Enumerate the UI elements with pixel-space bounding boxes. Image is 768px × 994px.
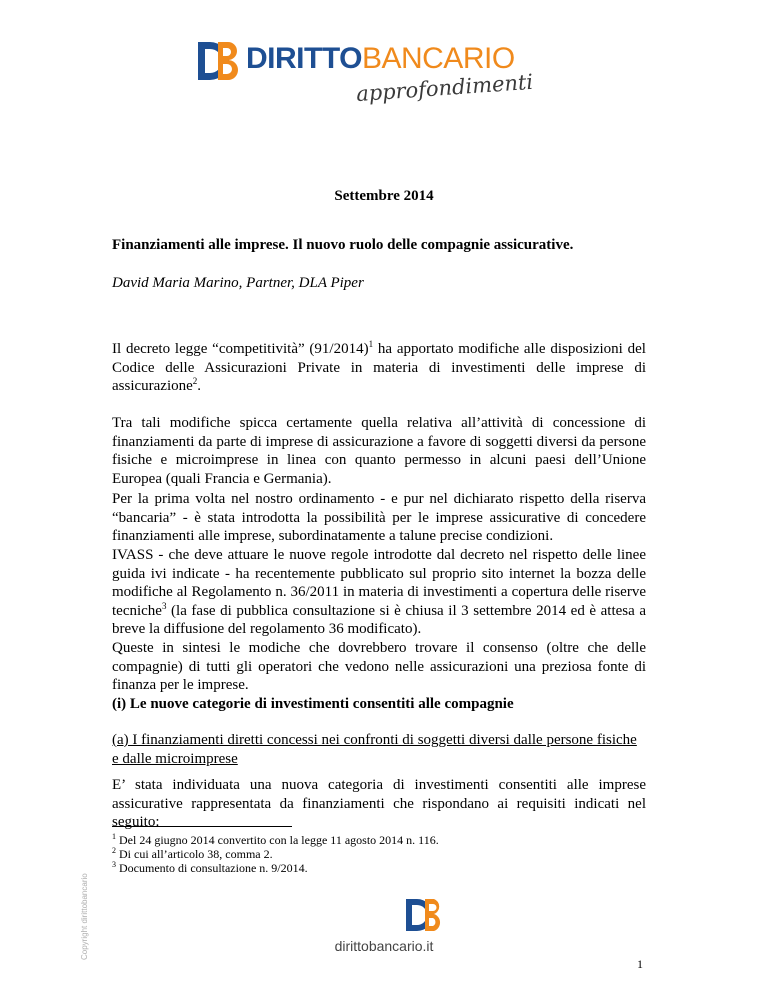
paragraph-2: Tra tali modifiche spicca certamente quella relativa all’attività di concessione di finanziamenti da parte di imprese di assicurazione a favore di soggetti diversi da persone fisiche e microimprese in linea con quanto permesso in alcuni paesi dell’Unione Europea (quali Francia e Germania). [112, 415, 646, 487]
section-heading: (i) Le nuove categorie di investimenti consentiti alle compagnie [112, 696, 514, 712]
brand-bold: DIRITTO [246, 42, 362, 75]
paragraph-4: IVASS - che deve attuare le nuove regole introdotte dal decreto nel rispetto delle linee guida ivi indicate - ha recentemente pubblicato sul proprio sito internet la bozza delle modifiche al Regolamento n. 36/2011 in materia di investimenti a copertura delle riserve tecniche$^3$ (la fase di pubblica consultazione si è chiusa il 3 settembre 2014 ed è attesa a breve la diffusione del regolamento 36 modificato). [112, 547, 646, 637]
brand-subtitle: approfondimenti [355, 69, 534, 107]
brand-name [246, 44, 515, 74]
paragraph-5: Queste in sintesi le modiche che dovrebbero trovare il consenso (oltre che delle compagnie) di tutti gli operatori che vedono nelle assicurazioni una preziosa fonte di finanza per le imprese. [112, 640, 646, 693]
document-author: David Maria Marino, Partner, DLA Piper [112, 275, 364, 291]
paragraph-3: Per la prima volta nel nostro ordinamento - e pur nel dichiarato rispetto della riserva “bancaria” - è stata introdotta la possibilità per le imprese assicurative di concedere finanziamenti alle imprese, subordinatamente a talune precise condizioni. [112, 491, 646, 544]
document-date: Settembre 2014 [334, 188, 434, 204]
footer-logo-icon [405, 896, 447, 934]
copyright-watermark: Copyright dirittobancario [80, 873, 89, 960]
db-logo-icon [196, 38, 242, 84]
document-title: Finanziamenti alle imprese. Il nuovo ruolo delle compagnie assicurative. [112, 237, 574, 253]
footnote-divider [112, 826, 292, 827]
footnote-3: $^3$ Documento di consultazione n. 9/2014. [112, 860, 308, 875]
page-number: 1 [637, 957, 643, 971]
footer-url: dirittobancario.it [334, 938, 434, 954]
brand-light: BANCARIO [361, 42, 515, 75]
subsection-heading: (a) I finanziamenti diretti concessi nei confronti di soggetti diversi dalle persone fisiche e dalle microimprese [112, 732, 637, 767]
footnote-ref-2: 2 [192, 376, 198, 386]
footnote-ref-1: 1 [368, 339, 374, 349]
paragraph-1: Il decreto legge “competitività” $(91/2014)^1$ ha apportato modifiche alle disposizioni del Codice delle Assicurazioni Private in materia di investimenti delle imprese di assicurazione$^2$. [112, 339, 646, 394]
footnote-1: $^1$ Del 24 giugno 2014 convertito con la legge 11 agosto 2014 n. 116. [112, 832, 439, 847]
paragraph-6: E’ stata individuata una nuova categoria di investimenti consentiti alle imprese assicurative rappresentata da finanziamenti che rispondano ai requisiti indicati nel seguito: [112, 777, 646, 830]
header-logo [196, 38, 536, 110]
footnote-2: $^2$ Di cui all’articolo 38, comma 2. [112, 846, 273, 861]
footnote-ref-3: 3 [161, 600, 167, 611]
